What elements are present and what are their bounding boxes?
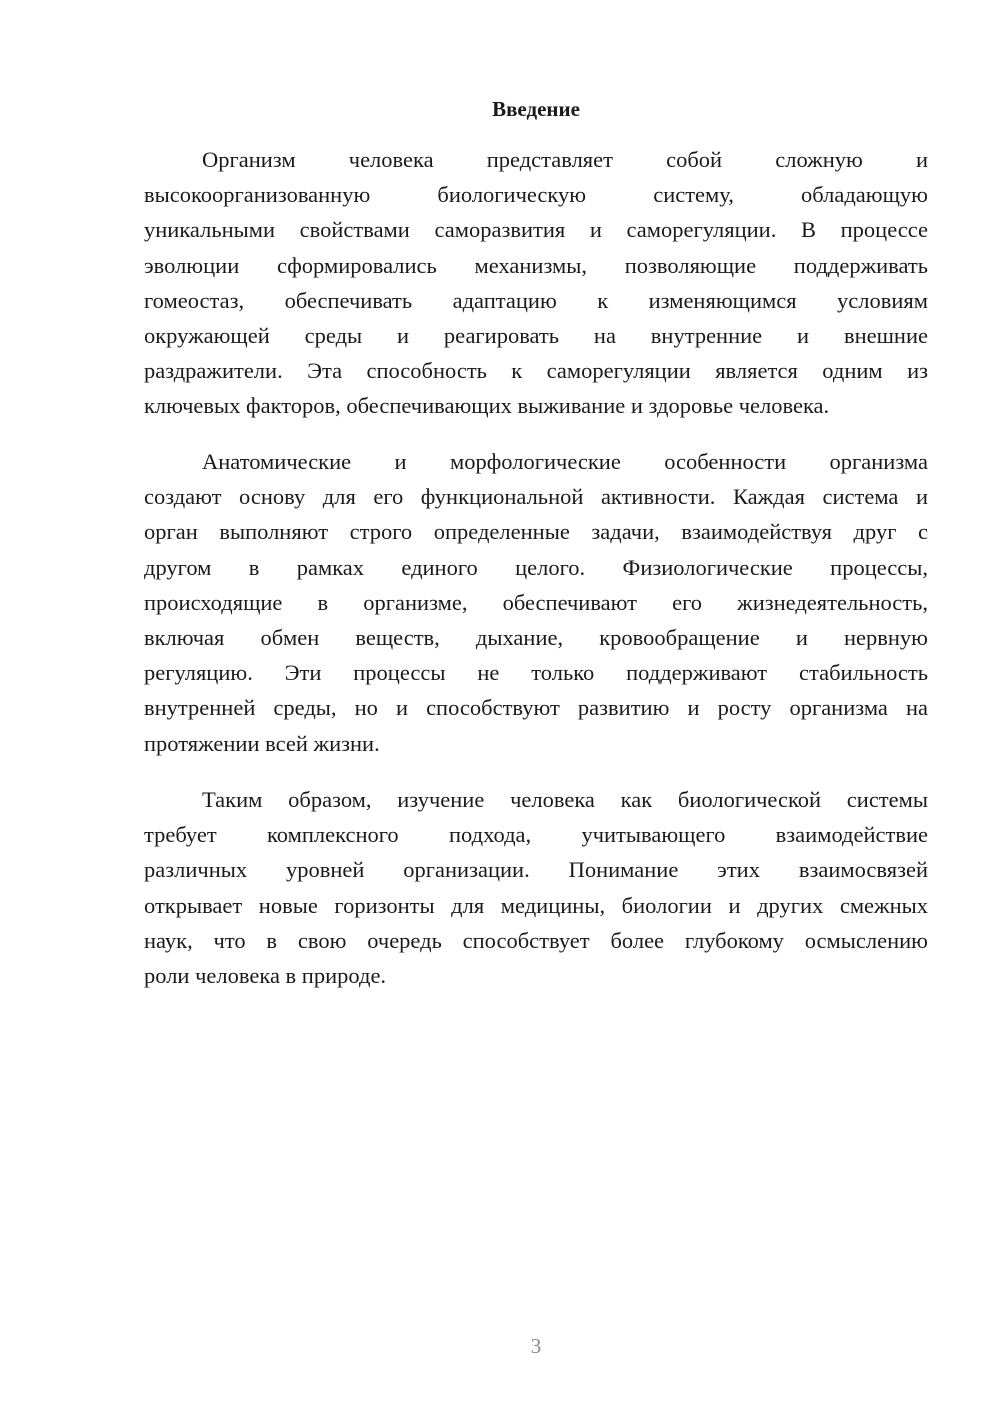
text-line: другом в рамках единого целого. Физиологические процессы, [144, 554, 928, 580]
text-line: протяжении всей жизни. [144, 730, 380, 756]
text-line: уникальными свойствами саморазвития и саморегуляции. В процессе [144, 217, 928, 243]
text-line: требует комплексного подхода, учитывающего взаимодействие [144, 822, 928, 848]
text-line: роли человека в природе. [144, 962, 387, 988]
text-line: Таким образом, изучение человека как биологической системы [202, 787, 928, 812]
text-line: происходящие в организме, обеспечивают его жизнедеятельность, [144, 589, 928, 615]
text-line: раздражители. Эта способность к саморегуляции является одним из [144, 358, 928, 384]
paragraph-3 [144, 782, 928, 993]
text-line: окружающей среды и реагировать на внутренние и внешние [144, 322, 928, 348]
text-line: орган выполняют строго определенные задачи, взаимодействуя друг с [144, 519, 928, 545]
page-number: 3 [530, 1334, 542, 1358]
paragraph-1 [144, 142, 928, 424]
text-line: эволюции сформировались механизмы, позволяющие поддерживать [144, 252, 928, 278]
paragraph-2 [144, 444, 928, 761]
text-line: гомеостаз, обеспечивать адаптацию к изменяющимся условиям [144, 287, 928, 313]
text-line: включая обмен веществ, дыхание, кровообращение и нервную [144, 624, 928, 650]
text-line: открывает новые горизонты для медицины, биологии и других смежных [144, 892, 928, 918]
text-line: различных уровней организации. Понимание этих взаимосвязей [144, 857, 928, 883]
text-line: высокоорганизованную биологическую систему, обладающую [144, 182, 928, 208]
text-line: ключевых факторов, обеспечивающих выживание и здоровье человека. [144, 393, 830, 419]
section-title: Введение [492, 97, 580, 121]
text-line: Анатомические и морфологические особенности организма [202, 449, 928, 474]
text-line: наук, что в свою очередь способствует более глубокому осмыслению [144, 927, 928, 953]
text-line: регуляцию. Эти процессы не только поддерживают стабильность [144, 660, 928, 686]
text-line: Организм человека представляет собой сложную и [202, 147, 928, 172]
text-line: создают основу для его функциональной активности. Каждая система и [144, 484, 928, 510]
text-line: внутренней среды, но и способствуют развитию и росту организма на [144, 695, 928, 721]
